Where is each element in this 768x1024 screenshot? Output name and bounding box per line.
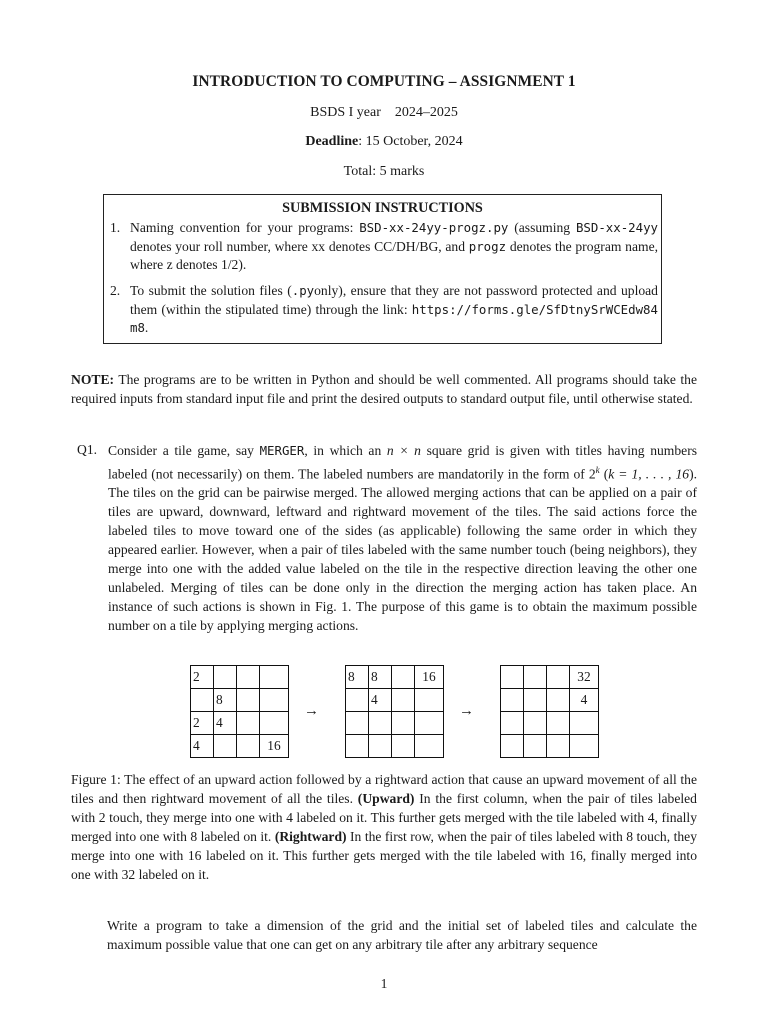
submission-instructions-title: SUBMISSION INSTRUCTIONS	[282, 200, 483, 216]
tile-cell	[369, 712, 392, 735]
tile-cell: 4	[214, 712, 237, 735]
tile-cell: 2	[191, 712, 214, 735]
note-text: The programs are to be written in Python and should be well commented. All programs should take the required inputs from standard input file and print the desired outputs to standard output file, until otherwise stated.	[71, 372, 698, 406]
tile-cell	[501, 735, 524, 758]
rightward-label: (Rightward)	[274, 828, 347, 844]
page-number: 1	[380, 976, 388, 991]
program-code: progz	[468, 238, 507, 254]
tile-cell	[547, 712, 570, 735]
caption-text: In the first column, when the pair of tiles labeled with 2 touch, they merge into one with 4 labeled on it. This further gets merged with the tile labeled with 4, finally merged into one with 8 labeled on it.	[71, 790, 697, 844]
instruction-text: denotes your roll number, where xx denotes CC/DH/BG, and	[130, 238, 466, 254]
grid-row	[346, 735, 444, 758]
grid-row	[191, 712, 289, 735]
tile-cell	[415, 735, 444, 758]
instruction-number: 1.	[110, 220, 121, 235]
tile-cell: 4	[570, 689, 599, 712]
caption-label: Figure 1:	[71, 772, 121, 787]
deadline-value: : 15 October, 2024	[358, 134, 463, 149]
k-range-math: k = 1, . . . , 16	[608, 466, 690, 482]
q1-text: ). The tiles on the grid can be pairwise merged. The allowed merging actions that can be applied on a pair of tiles are upward, downward, leftward and rightward movement of the tiles. The said actions force the labeled tiles to move toward one of the sides (as applicable) following the same order in which they appeared earlier. However, when a pair of tiles labeled with the same number touch (being neighbors), they merge into one with the added value labeled on the tile in the respective direction leaving the other one unlabeled. Merging of tiles can be done only in the direction the merging action has taken place. An instance of such actions is shown in Fig. 1. The purpose of this game is to obtain the maximum possible number on a tile by applying merging actions.	[108, 466, 697, 633]
grid-row	[501, 689, 599, 712]
figure-caption	[71, 771, 697, 884]
course-year: BSDS I year	[310, 105, 381, 120]
tile-cell: 32	[570, 666, 599, 689]
note-paragraph	[71, 371, 697, 409]
session: 2024–2025	[394, 105, 458, 120]
tile-cell	[369, 735, 392, 758]
total-marks: Total: 5 marks	[343, 164, 425, 179]
submission-link[interactable]: https://forms.gle/SfDtnySrWCEdw84m8	[130, 301, 658, 336]
grid-row	[191, 689, 289, 712]
tile-cell	[392, 689, 415, 712]
upward-label: (Upward)	[357, 790, 415, 806]
tile-cell: 8	[346, 666, 369, 689]
extension-code: .py	[291, 283, 315, 298]
tile-cell	[570, 712, 599, 735]
arrow-right-icon: →	[459, 703, 474, 719]
tile-cell	[501, 666, 524, 689]
tile-grid-after-upward	[345, 665, 444, 758]
caption-text: The effect of an upward action followed by a rightward action that cause an upward movement of all the tiles and then rightward movement of all the tiles.	[71, 772, 698, 806]
course-line	[0, 105, 768, 121]
instruction-text: (assuming	[514, 220, 571, 235]
tile-cell: 2	[191, 666, 214, 689]
instruction-text: Naming convention for your programs:	[130, 220, 354, 235]
tile-cell: 4	[191, 735, 214, 758]
tile-cell: 4	[369, 689, 392, 712]
tile-cell	[415, 712, 444, 735]
instruction-item-1	[110, 219, 658, 275]
tile-cell	[524, 666, 547, 689]
grid-row	[501, 712, 599, 735]
period: .	[144, 320, 149, 336]
deadline-line	[0, 134, 768, 150]
instruction-item-2	[110, 282, 658, 338]
game-name: MERGER	[259, 443, 305, 458]
roll-code: BSD-xx-24yy	[575, 220, 658, 235]
grid-row	[501, 666, 599, 689]
tile-cell	[570, 735, 599, 758]
tile-cell	[524, 689, 547, 712]
question-number: Q1.	[77, 442, 98, 457]
tile-cell	[237, 735, 260, 758]
exponent-math: k	[595, 464, 600, 475]
instruction-text: To submit the solution files (	[130, 283, 292, 298]
q1-text: Consider a tile game, say	[108, 443, 254, 458]
tile-cell: 16	[260, 735, 289, 758]
assignment-title: INTRODUCTION TO COMPUTING – ASSIGNMENT 1	[192, 73, 576, 90]
tile-cell	[415, 689, 444, 712]
tile-cell	[524, 712, 547, 735]
tile-cell	[346, 689, 369, 712]
tile-cell	[392, 735, 415, 758]
tile-cell	[547, 689, 570, 712]
filename-code: BSD-xx-24yy-progz.py	[359, 220, 509, 235]
grid-row	[346, 666, 444, 689]
grid-row	[501, 735, 599, 758]
tile-cell	[547, 735, 570, 758]
note-label: NOTE:	[71, 372, 115, 387]
tile-cell: 8	[369, 666, 392, 689]
submission-instructions-box	[103, 194, 662, 344]
tile-grid-initial	[190, 665, 289, 758]
tile-cell: 16	[415, 666, 444, 689]
tile-cell	[392, 666, 415, 689]
arrow-right-icon: →	[304, 703, 319, 719]
grid-row	[346, 689, 444, 712]
tile-cell	[524, 735, 547, 758]
q1-text: square grid is given with titles having numbers labeled (not necessarily) on them. The labeled numbers are mandatorily in the form of 2	[108, 443, 698, 482]
instruction-number: 2.	[110, 283, 121, 298]
tile-cell	[214, 666, 237, 689]
tile-cell	[392, 712, 415, 735]
tile-cell	[346, 735, 369, 758]
tile-grid-after-rightward	[500, 665, 599, 758]
instruction-text: only), ensure that they are not password protected and upload them (within the stipulated time) through the link:	[130, 283, 658, 317]
tile-cell	[260, 666, 289, 689]
tile-cell	[237, 712, 260, 735]
tile-cell	[260, 689, 289, 712]
caption-text: In the first row, when the pair of tiles labeled with 8 touch, they merge into one with 16 labeled on it. This further gets merged with the tile labeled with 16, finally merged into one with 32 labeled on it.	[71, 828, 697, 882]
grid-size-math: n × n	[386, 443, 421, 458]
question-1-body	[108, 442, 697, 636]
task-paragraph: Write a program to take a dimension of the grid and the initial set of labeled tiles and calculate the maximum possible value that one can get on any arbitrary tile after any arbitrary sequence	[107, 918, 697, 952]
grid-row	[191, 735, 289, 758]
tile-cell	[501, 689, 524, 712]
q1-text: (	[603, 466, 609, 482]
question-1	[77, 442, 697, 636]
tile-cell	[237, 666, 260, 689]
q1-text: , in which an	[304, 443, 382, 458]
instruction-text: denotes the program name, where z denotes 1/2).	[130, 238, 658, 273]
tile-cell	[237, 689, 260, 712]
grid-row	[191, 666, 289, 689]
tile-cell	[191, 689, 214, 712]
tile-cell	[260, 712, 289, 735]
tile-cell	[547, 666, 570, 689]
deadline-label: Deadline	[305, 134, 359, 149]
tile-cell	[214, 735, 237, 758]
tile-cell	[346, 712, 369, 735]
grid-row	[346, 712, 444, 735]
tile-cell	[501, 712, 524, 735]
tile-cell: 8	[214, 689, 237, 712]
